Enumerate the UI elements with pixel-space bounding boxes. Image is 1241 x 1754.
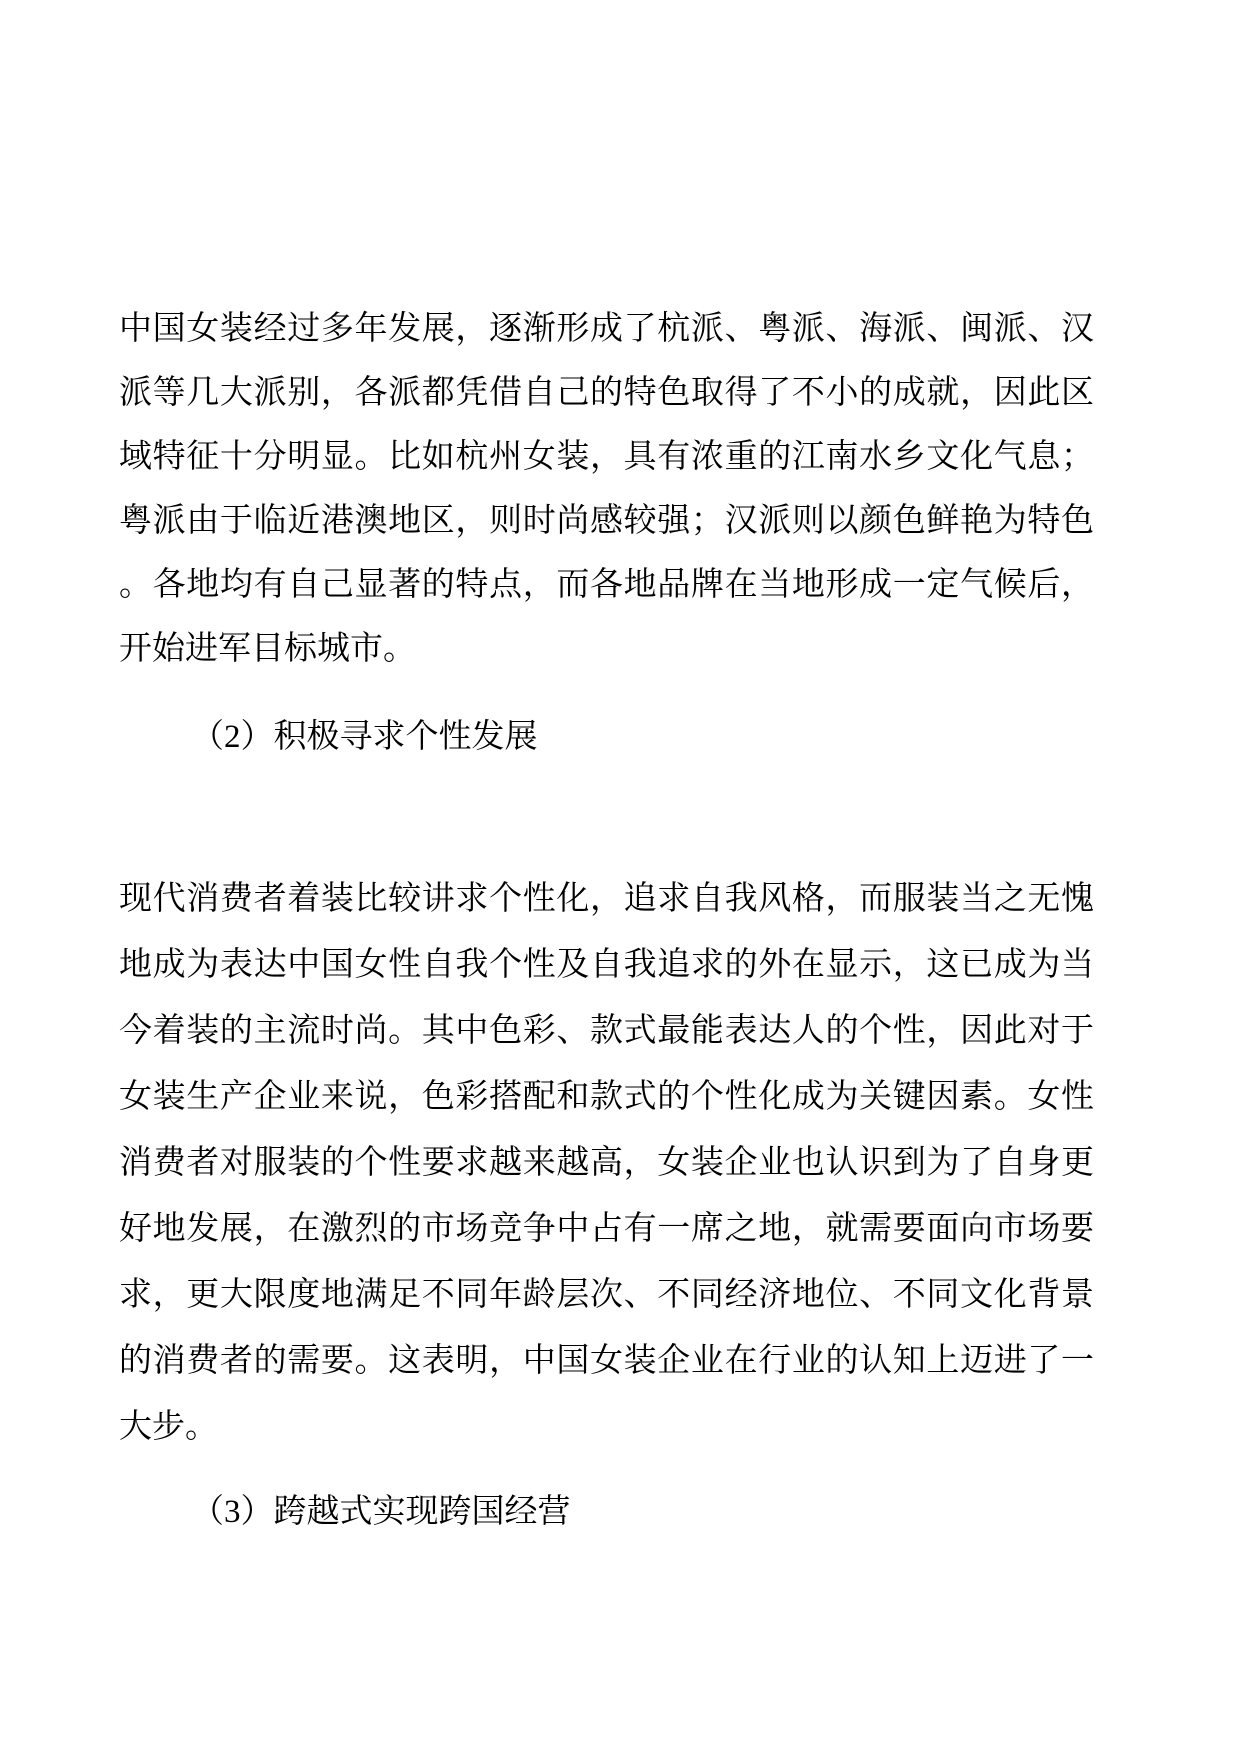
text-line: 。各地均有自己显著的特点，而各地品牌在当地形成一定气候后，: [119, 567, 1094, 603]
text-line: 现代消费者着装比较讲求个性化，追求自我风格，而服装当之无愧: [119, 881, 1094, 917]
paragraph-regional-schools: [119, 297, 1094, 681]
text-line: 消费者对服装的个性要求越来越高，女装企业也认识到为了自身更: [119, 1145, 1094, 1181]
subheading-2-individuality: （2）积极寻求个性发展: [191, 719, 538, 755]
text-line: 派等几大派别，各派都凭借自己的特色取得了不小的成就，因此区: [119, 375, 1094, 411]
text-line: 好地发展，在激烈的市场竞争中占有一席之地，就需要面向市场要: [119, 1211, 1094, 1247]
text-line: 的消费者的需要。这表明，中国女装企业在行业的认知上迈进了一: [119, 1343, 1094, 1379]
text-line: 粤派由于临近港澳地区，则时尚感较强；汉派则以颜色鲜艳为特色: [119, 503, 1094, 539]
text-line: 域特征十分明显。比如杭州女装，具有浓重的江南水乡文化气息；: [119, 439, 1094, 475]
text-line: 大步。: [119, 1409, 218, 1445]
text-line: 女装生产企业来说，色彩搭配和款式的个性化成为关键因素。女性: [119, 1079, 1094, 1115]
text-line: 开始进军目标城市。: [119, 631, 416, 667]
text-line: 地成为表达中国女性自我个性及自我追求的外在显示，这已成为当: [119, 947, 1094, 983]
text-line: 求，更大限度地满足不同年龄层次、不同经济地位、不同文化背景: [119, 1277, 1094, 1313]
text-line: 今着装的主流时尚。其中色彩、款式最能表达人的个性，因此对于: [119, 1013, 1094, 1049]
subheading-3-transnational: （3）跨越式实现跨国经营: [191, 1494, 571, 1530]
text-line: 中国女装经过多年发展，逐渐形成了杭派、粤派、海派、闽派、汉: [119, 311, 1094, 347]
paragraph-individuality-development: [119, 866, 1094, 1460]
